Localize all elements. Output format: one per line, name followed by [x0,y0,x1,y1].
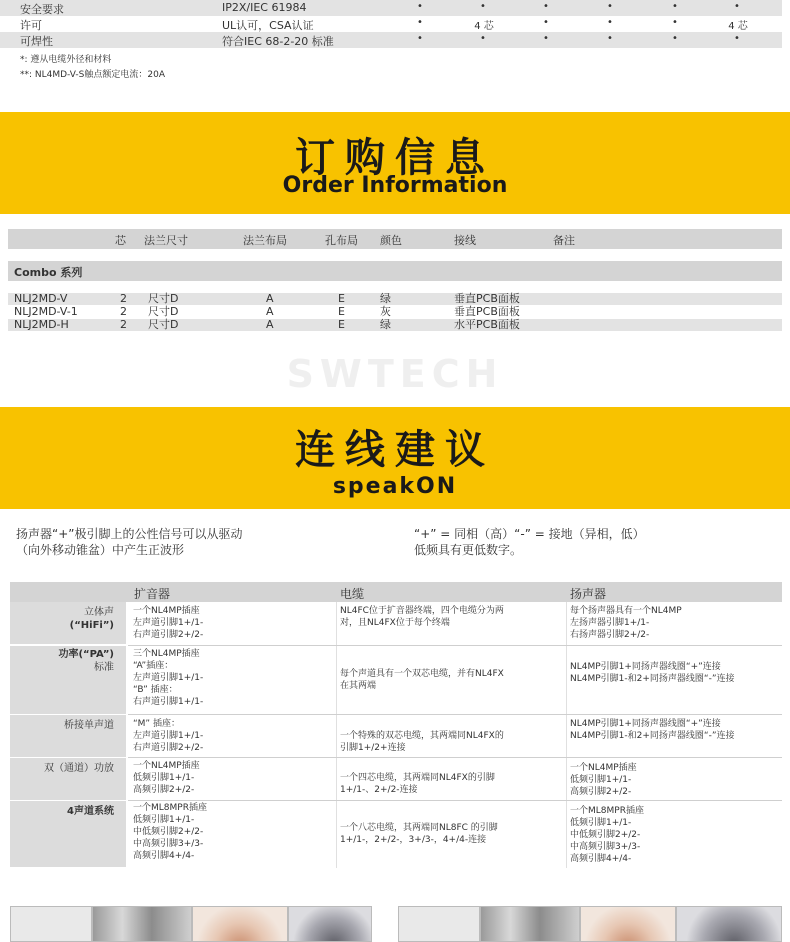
cable-photo [580,906,676,942]
spec-mark: • [607,17,613,28]
cell-line: 每个扬声器具有一个NL4MP [570,606,682,616]
col-header: 扩音器 [134,587,171,601]
cell-line: 左声道引脚1+/1- [133,731,204,741]
spec-mark: 4 芯 [728,21,748,32]
cable-photo [192,906,288,942]
intro-left [16,526,243,558]
cell-line: 一个NL4MP插座 [570,763,637,773]
row-divider [128,645,782,646]
row-divider [128,714,782,715]
series-header [8,261,782,281]
cable-cell [340,605,504,629]
cell-line: 右扬声器引脚2+/2- [570,630,650,640]
amplifier-photo [92,906,192,942]
row-label-line: 桥接单声道 [64,720,114,731]
table-row [8,306,782,318]
amp-cell [133,718,203,754]
cell-line: 一个八芯电缆，其两端同NL8FC 的引脚 [340,823,498,833]
product-photo [10,906,92,942]
cell-line: 高频引脚4+/4- [570,854,632,864]
cable-cell [340,668,504,692]
cell-line: 一个NL4MP插座 [133,761,200,771]
cell-line: NL4MP引脚1-和2+同扬声器线圈“-”连接 [570,731,735,741]
speaker-cell [570,718,734,742]
amp-cell [133,760,200,796]
wiring-table-header [10,582,782,602]
cell-line: 1+/1-、2+/2-连接 [340,785,418,795]
cell-line: 一个NL4MP插座 [133,606,200,616]
spec-mark: • [543,1,549,12]
spec-row-safety [0,0,782,16]
cell-line: NL4FC位于扩音器终端，四个电缆分为两 [340,606,504,616]
cell-line: 在其两端 [340,681,377,691]
series-label: Combo 系列 [14,266,83,279]
spec-mark: • [417,17,423,28]
holes: E [338,305,345,318]
holes: E [338,292,345,305]
spec-mark: • [543,33,549,44]
amp-cell [133,648,203,708]
cell-line: 中高频引脚3+/3- [133,839,204,849]
cell-line: NL4MP引脚1-和2+同扬声器线圈“-”连接 [570,674,735,684]
layout: A [266,292,274,305]
product-photo [398,906,480,942]
cell-line: 中低频引脚2+/2- [570,830,641,840]
amp-cell [133,605,203,641]
cell-line: NL4MP引脚1+同扬声器线圈“+”连接 [570,662,721,672]
cell-line: 中低频引脚2+/2- [133,827,204,837]
cell-line: 1+/1-，2+/2-，3+/3-，4+/4-连接 [340,835,487,845]
speaker-cell [570,805,644,865]
cell-line: 高频引脚4+/4- [133,851,195,861]
wiring: 水平PCB面板 [454,318,520,331]
amp-cell [133,802,207,862]
spec-mark: • [417,1,423,12]
layout: A [266,305,274,318]
layout: A [266,318,274,331]
cell-line: 右声道引脚2+/2- [133,630,204,640]
spec-mark: • [672,1,678,12]
row-label [10,715,126,757]
speaker-photo [676,906,782,942]
spec-label: 可焊性 [20,35,53,48]
cell-line: 每个声道具有一个双芯电缆，并有NL4FX [340,669,504,679]
cell-line: 高频引脚2+/2- [133,785,195,795]
spec-row-approval [0,16,782,32]
cell-line: 高频引脚2+/2- [570,787,632,797]
spec-value: IP2X/IEC 61984 [222,1,307,14]
row-label [10,801,126,867]
wiring-title-en: speakON [332,474,458,499]
cores: 2 [120,305,127,318]
cell-line: 一个ML8MPR插座 [570,806,644,816]
row-label-line: 双（通道）功放 [44,763,114,774]
cell-line: NL4MP引脚1+同扬声器线圈“+”连接 [570,719,721,729]
col-header: 接线 [454,234,476,247]
row-label [10,758,126,800]
intro-line: “+” = 同相（高）“-” = 接地（异相，低） [414,527,645,541]
row-label-line: 立体声 [84,607,114,618]
cell-line: “A”插座： [133,661,174,671]
cell-line: 右声道引脚1+/1- [133,697,204,707]
cell-line: 低频引脚1+/1- [570,818,632,828]
footnote: **: NL4MD-V-S触点额定电流：20A [20,70,165,80]
spec-value: 符合IEC 68-2-20 标准 [222,35,334,48]
spec-mark: • [417,33,423,44]
wiring-title-cn: 连线建议 [295,427,495,473]
cable-cell [340,730,504,754]
col-header: 孔布局 [325,234,358,247]
row-divider [128,800,782,801]
cores: 2 [120,292,127,305]
spec-mark: • [672,33,678,44]
speaker-photo [288,906,372,942]
order-title-cn: 订购信息 [295,135,495,181]
cell-line: 左声道引脚1+/1- [133,673,204,683]
spec-value: UL认可，CSA认证 [222,19,314,32]
holes: E [338,318,345,331]
speaker-cell [570,762,637,798]
cell-line: 一个特殊的双芯电缆，其两端同NL4FX的 [340,731,504,741]
col-header: 法兰尺寸 [144,234,188,247]
color: 绿 [380,292,391,305]
column-divider [336,602,337,868]
column-divider [566,602,567,868]
row-label [10,602,126,644]
spec-mark: • [734,1,740,12]
col-header: 颜色 [380,234,402,247]
footnote: *: 遵从电缆外径和材料 [20,55,112,65]
cell-line: 左声道引脚1+/1- [133,618,204,628]
watermark-logo: SWTECH [286,352,504,396]
row-label-line: (“HiFi”) [69,620,114,631]
cell-line: “B” 插座： [133,685,178,695]
cell-line: 一个ML8MPR插座 [133,803,207,813]
row-label-line: 功率(“PA”) [58,649,114,660]
row-divider [128,757,782,758]
size: 尺寸D [148,318,179,331]
col-header: 芯 [115,234,126,247]
cell-line: 一个四芯电缆，其两端同NL4FX的引脚 [340,773,495,783]
spec-mark: • [672,17,678,28]
row-label-line: 4声道系统 [67,806,114,817]
intro-line: 扬声器“+”极引脚上的公性信号可以从驱动 [16,527,243,541]
cell-line: 对，且NL4FX位于每个终端 [340,618,450,628]
cell-line: 低频引脚1+/1- [133,815,195,825]
spec-mark: • [543,17,549,28]
spec-mark: • [734,33,740,44]
speaker-cell [570,661,734,685]
color: 绿 [380,318,391,331]
table-row [8,293,782,305]
cell-line: 低频引脚1+/1- [133,773,195,783]
row-label-line: 标准 [94,662,114,673]
model: NLJ2MD-V-1 [14,305,78,318]
cell-line: 中高频引脚3+/3- [570,842,641,852]
cell-line: “M” 插座： [133,719,180,729]
col-header: 备注 [553,234,575,247]
cell-line: 引脚1+/2+连接 [340,743,406,753]
spec-mark: • [480,33,486,44]
spec-label: 安全要求 [20,3,64,16]
wiring: 垂直PCB面板 [454,305,520,318]
spec-row-solderability [0,32,782,48]
order-table-header [8,229,782,249]
cell-line: 右声道引脚2+/2- [133,743,204,753]
model: NLJ2MD-H [14,318,69,331]
spec-mark: • [480,1,486,12]
row-label [10,646,126,714]
spec-label: 许可 [20,19,42,32]
wiring: 垂直PCB面板 [454,292,520,305]
model: NLJ2MD-V [14,292,68,305]
intro-line: 低频具有更低数字。 [414,543,523,557]
col-header: 法兰布局 [243,234,287,247]
color: 灰 [380,305,391,318]
intro-right [414,526,645,558]
cell-line: 低频引脚1+/1- [570,775,632,785]
order-title-en: Order Information [282,173,508,198]
table-row [8,319,782,331]
col-header: 扬声器 [570,587,607,601]
spec-mark: 4 芯 [474,21,494,32]
cell-line: 左扬声器引脚1+/1- [570,618,650,628]
intro-line: （向外移动锥盆）中产生正波形 [16,543,185,557]
size: 尺寸D [148,292,179,305]
spec-mark: • [607,1,613,12]
speaker-cell [570,605,682,641]
size: 尺寸D [148,305,179,318]
cell-line: 三个NL4MP插座 [133,649,200,659]
cores: 2 [120,318,127,331]
spec-mark: • [607,33,613,44]
cable-cell [340,822,498,846]
cable-cell [340,772,495,796]
col-header: 电缆 [340,587,365,601]
amplifier-photo [480,906,580,942]
